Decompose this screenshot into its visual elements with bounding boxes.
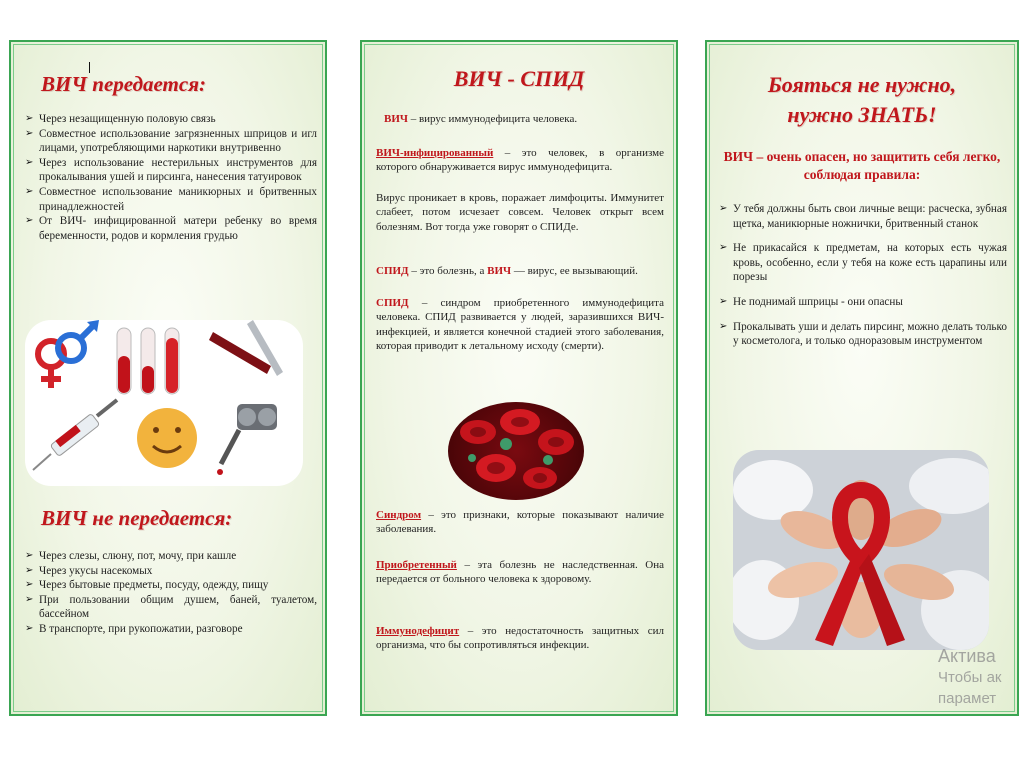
blood-cells-image xyxy=(448,402,584,500)
panel-prevention xyxy=(705,40,1019,716)
red-ribbon-hands-image xyxy=(733,450,989,650)
list-item: ➢ Совместное использование маникюрных и бритвенных принадлежностей xyxy=(25,185,317,213)
arrow-bullet-icon: ➢ xyxy=(719,203,728,214)
immunodeficiency-definition: Иммунодефицит – это недостаточность защитных сил организма, что бы сопротивляться инфекции. xyxy=(376,625,664,652)
not-transmitted-list xyxy=(25,549,317,637)
prevention-title: Бояться не нужно, нужно ЗНАТЬ! xyxy=(767,72,957,127)
list-item: ➢ Прокалывать уши и делать пирсинг, можно делать только у косметолога, и только одноразовым инструментом xyxy=(719,320,1007,348)
list-item: ➢ Не поднимай шприцы - они опасны xyxy=(719,295,903,308)
list-item: ➢ Не прикасайся к предметам, на которых есть чужая кровь, особенно, если у тебя на коже есть царапины или порезы xyxy=(719,242,1007,284)
list-item: ➢ Через использование нестерильных инструментов для прокалывания ушей и пирсинга, нанесения татуировок xyxy=(25,156,317,184)
hiv-aids-title: ВИЧ - СПИД xyxy=(453,66,585,91)
arrow-bullet-icon: ➢ xyxy=(25,156,34,168)
list-item: ➢ Совместное использование загрязненных шприцов и игл лицами, употребляющими наркотики внутривенно xyxy=(25,127,317,155)
test-tubes-icon xyxy=(117,328,179,394)
arrow-bullet-icon: ➢ xyxy=(25,564,34,576)
syringe-icon xyxy=(33,400,117,470)
arrow-bullet-icon: ➢ xyxy=(719,295,728,307)
list-item: ➢ Через незащищенную половую связь xyxy=(25,113,216,125)
arrow-bullet-icon: ➢ xyxy=(25,622,34,634)
arrow-bullet-icon: ➢ xyxy=(25,593,34,605)
arrow-bullet-icon: ➢ xyxy=(719,242,728,254)
gender-symbols-icon xyxy=(38,320,99,388)
transmitted-list xyxy=(25,112,317,243)
arrow-bullet-icon: ➢ xyxy=(25,127,34,139)
acquired-definition: Приобретенный – эта болезнь не наследственная. Она передается от больного человека к здоровому. xyxy=(376,559,664,586)
infected-definition: ВИЧ-инфицированный – это человек, в организме которого обнаруживается вирус иммунодефицита. xyxy=(376,147,664,174)
transmission-illustration xyxy=(25,320,303,486)
arrow-bullet-icon: ➢ xyxy=(25,215,34,227)
list-item: ➢ У тебя должны быть свои личные вещи: расческа, зубная щетка, маникюрные ножнички, бритвенный станок xyxy=(719,203,1007,230)
arrow-bullet-icon: ➢ xyxy=(719,320,728,332)
list-item: ➢ От ВИЧ- инфицированной матери ребенку во время беременности, родов и кормления грудью xyxy=(25,215,317,242)
arrow-bullet-icon: ➢ xyxy=(25,550,34,561)
panel-hiv-aids xyxy=(360,40,678,716)
list-item: ➢ Через слезы, слюну, пот, мочу, при кашле xyxy=(25,550,237,562)
list-item: ➢ Через бытовые предметы, посуду, одежду, пищу xyxy=(25,579,269,592)
arrow-bullet-icon: ➢ xyxy=(25,113,34,124)
hiv-definition: ВИЧ – вирус иммунодефицита человека. xyxy=(384,113,578,125)
list-item: ➢ В транспорте, при рукопожатии, разговоре xyxy=(25,622,243,635)
prevention-subtitle: ВИЧ – очень опасен, но защитить себя легко, соблюдая правила: xyxy=(723,149,1001,182)
not-transmitted-title: ВИЧ не передается: xyxy=(41,506,233,530)
virus-description: Вирус проникает в кровь, поражает лимфоциты. Иммунитет слабеет, потом исчезает совсем. Человек открыт всем болезням. Вот тогда уже говорят о СПИДе. xyxy=(376,192,664,233)
aids-definition: СПИД – синдром приобретенного иммунодефицита человека. СПИД развивается у людей, заразившихся ВИЧ-инфекцией, и является конечной стадией этого заболевания, которая приводит к летальному исходу (смерти). xyxy=(376,297,664,352)
prevention-rules-list xyxy=(719,202,1007,349)
transmitted-title: ВИЧ передается: xyxy=(41,72,207,96)
aids-vs-hiv: СПИД – это болезнь, а ВИЧ — вирус, ее вызывающий. xyxy=(376,265,638,277)
activation-watermark: Актива Чтобы ак парамет xyxy=(938,646,1002,707)
arrow-bullet-icon: ➢ xyxy=(25,185,34,197)
smiley-face-icon xyxy=(137,408,197,468)
list-item: ➢ Через укусы насекомых xyxy=(25,564,153,577)
tattoo-machine-icon xyxy=(217,404,277,475)
syndrome-definition: Синдром – это признаки, которые показывают наличие заболевания. xyxy=(376,509,664,536)
arrow-bullet-icon: ➢ xyxy=(25,579,34,591)
list-item: ➢ При пользовании общим душем, баней, туалетом, бассейном xyxy=(25,593,317,621)
panel-transmission xyxy=(9,40,327,716)
razor-icon xyxy=(209,320,283,376)
